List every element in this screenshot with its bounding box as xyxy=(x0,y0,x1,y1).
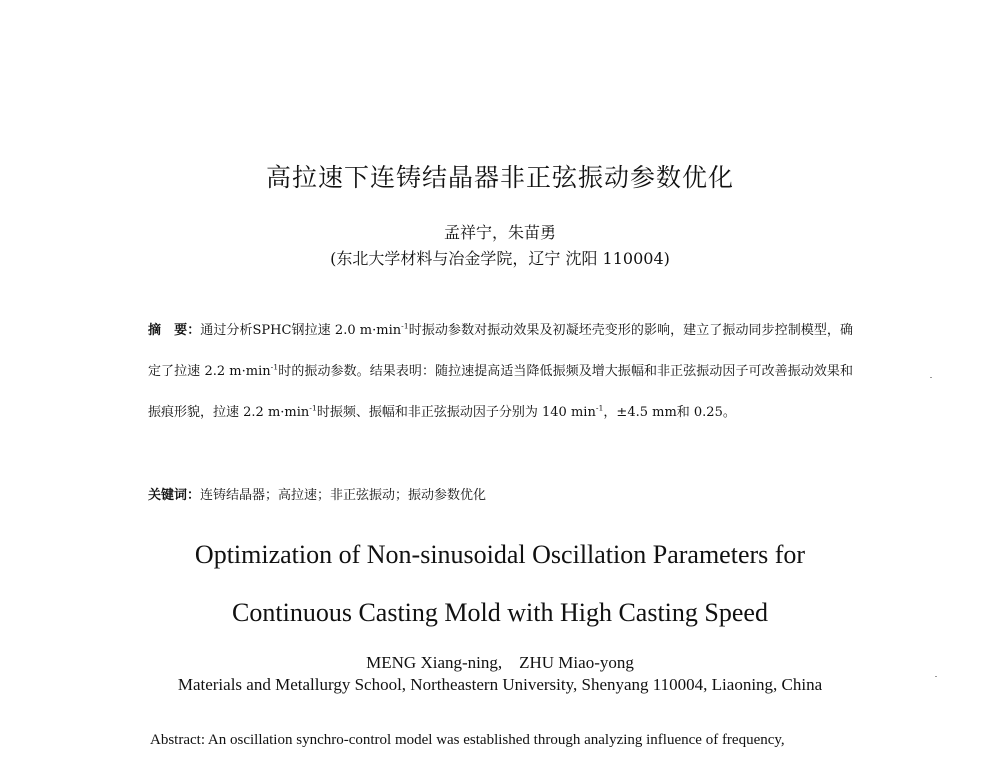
abstract-text-5: ，±4.5 mm和 0.25。 xyxy=(603,405,736,420)
abstract-text-2: 时振动参数对振动效果及初凝坯壳变形的影响，建立了振动同步控制模型，确定了拉速 2.2 m·min xyxy=(148,323,853,379)
unit-superscript: -1 xyxy=(401,321,409,331)
unit-superscript: -1 xyxy=(595,403,604,413)
english-affiliation: Materials and Metallurgy School, Northeastern University, Shenyang 110004, Liaoning, China xyxy=(177,675,823,694)
chinese-keywords xyxy=(148,484,853,503)
scan-speck xyxy=(935,676,937,677)
keywords-text: 连铸结晶器；高拉速；非正弦振动；振动参数优化 xyxy=(200,488,487,503)
chinese-affiliation: (东北大学材料与冶金学院，辽宁 沈阳 110004) xyxy=(330,249,670,268)
abstract-text-1: 通过分析SPHC钢拉速 2.0 m·min xyxy=(200,323,402,338)
unit-superscript: -1 xyxy=(270,362,279,372)
english-title-line-2: Continuous Casting Mold with High Casting Speed xyxy=(232,598,768,627)
abstract-text-3: 时的振动参数。结果表明：随拉速提高适当降低振频及增大振幅和非正弦振动因子可改善振动效果和振痕形貌，拉速 2.2 m·min xyxy=(148,364,853,420)
chinese-title: 高拉速下连铸结晶器非正弦振动参数优化 xyxy=(265,163,734,192)
unit-superscript: -1 xyxy=(309,403,317,413)
english-abstract: Abstract: An oscillation synchro-control model was established through analyzing influence of frequency, xyxy=(150,732,785,748)
english-title-line-1: Optimization of Non-sinusoidal Oscillation Parameters for xyxy=(194,540,806,569)
keywords-label: 关键词： xyxy=(148,488,201,503)
english-authors: MENG Xiang-ning, ZHU Miao-yong xyxy=(366,653,634,672)
chinese-abstract xyxy=(148,310,853,433)
abstract-label: 摘 要： xyxy=(148,323,201,338)
scan-speck xyxy=(930,377,932,378)
chinese-authors: 孟祥宁，朱苗勇 xyxy=(443,223,556,242)
abstract-text-4: 时振频、振幅和非正弦振动因子分别为 140 min xyxy=(316,405,596,420)
